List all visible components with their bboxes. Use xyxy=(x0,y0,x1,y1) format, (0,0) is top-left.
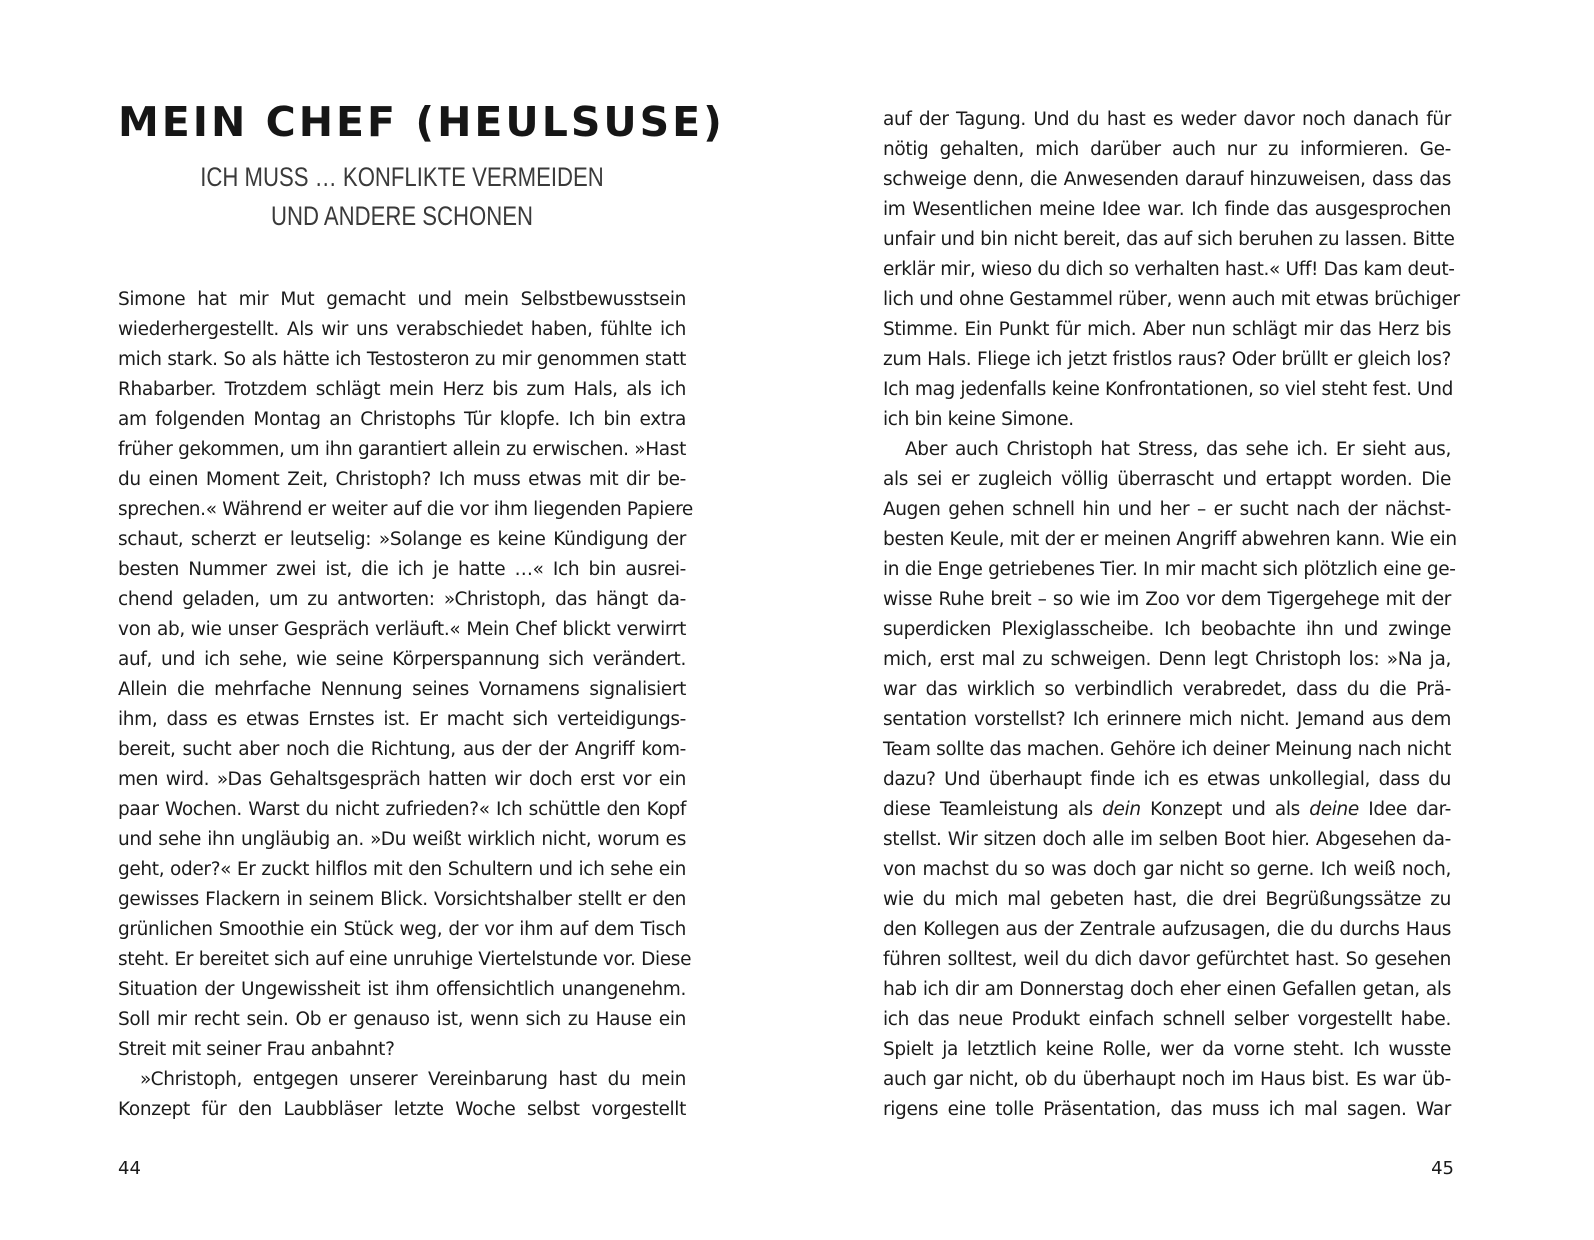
right-page xyxy=(797,0,1594,1240)
text-line: men wird. »Das Gehaltsgespräch hatten wir doch erst vor ein xyxy=(118,769,686,790)
text-line: besten Keule, mit der er meinen Angriff abwehren kann. Wie ein xyxy=(883,529,1457,550)
text-line: schweige denn, die Anwesenden darauf hinzuweisen, dass das xyxy=(883,169,1451,190)
text-line: in die Enge getriebenes Tier. In mir macht sich plötzlich eine ge- xyxy=(883,559,1456,580)
text-line: wie du mich mal gebeten hast, die drei Begrüßungssätze zu xyxy=(883,889,1451,910)
text-line: stellst. Wir sitzen doch alle im selben Boot hier. Abgesehen da- xyxy=(883,829,1451,850)
text-line: Team sollte das machen. Gehöre ich deiner Meinung nach nicht xyxy=(883,739,1451,760)
text-line: Spielt ja letztlich keine Rolle, wer da vorne steht. Ich wusste xyxy=(883,1039,1451,1060)
text-line: und sehe ihn ungläubig an. »Du weißt wirklich nicht, worum es xyxy=(118,829,686,850)
text-line: du einen Moment Zeit, Christoph? Ich muss etwas mit dir be- xyxy=(118,469,686,490)
text-line: Augen gehen schnell hin und her – er sucht nach der nächst- xyxy=(883,499,1451,520)
text-line: erklär mir, wieso du dich so verhalten hast.« Uff! Das kam deut- xyxy=(883,259,1455,280)
text-line: chend geladen, um zu antworten: »Christoph, das hängt da- xyxy=(118,589,686,610)
text-line: am folgenden Montag an Christophs Tür klopfe. Ich bin extra xyxy=(118,409,686,430)
text-line: lich und ohne Gestammel rüber, wenn auch mit etwas brüchiger xyxy=(883,289,1460,310)
text-line: auf, und ich sehe, wie seine Körperspannung sich verändert. xyxy=(118,649,686,670)
body-text-right xyxy=(883,105,1460,1125)
text-line: den Kollegen aus der Zentrale aufzusagen, die du durchs Haus xyxy=(883,919,1451,940)
text-line: hab ich dir am Donnerstag doch eher einen Gefallen getan, als xyxy=(883,979,1451,1000)
text-line: war das wirklich so verbindlich verabredet, dass du die Prä- xyxy=(883,679,1451,700)
text-line: von machst du so was doch gar nicht so gerne. Ich weiß noch, xyxy=(883,859,1451,880)
text-line: sentation vorstellst? Ich erinnere mich nicht. Jemand aus dem xyxy=(883,709,1451,730)
text-line: mich stark. So als hätte ich Testosteron zu mir genommen statt xyxy=(118,349,686,370)
text-line: führen solltest, weil du dich davor gefürchtet hast. So gesehen xyxy=(883,949,1451,970)
text-line: Ich mag jedenfalls keine Konfrontationen, so viel steht fest. Und xyxy=(883,379,1453,400)
text-line: unfair und bin nicht bereit, das auf sich beruhen zu lassen. Bitte xyxy=(883,229,1455,250)
text-line: rigens eine tolle Präsentation, das muss ich mal sagen. War xyxy=(883,1099,1451,1120)
text-fragment: Konzept und als xyxy=(1140,799,1310,820)
page-number-left: 44 xyxy=(118,1158,141,1179)
text-line: grünlichen Smoothie ein Stück weg, der vor ihm auf dem Tisch xyxy=(118,919,686,940)
text-line: geht, oder?« Er zuckt hilflos mit den Schultern und ich sehe ein xyxy=(118,859,686,880)
text-line: Situation der Ungewissheit ist ihm offensichtlich unangenehm. xyxy=(118,979,686,1000)
text-line: nötig gehalten, mich darüber auch nur zu informieren. Ge- xyxy=(883,139,1451,160)
text-line: Stimme. Ein Punkt für mich. Aber nun schlägt mir das Herz bis xyxy=(883,319,1451,340)
text-line: ich bin keine Simone. xyxy=(883,409,1074,430)
text-line: wisse Ruhe breit – so wie im Zoo vor dem Tigergehege mit der xyxy=(883,589,1451,610)
text-line: schaut, scherzt er leutselig: »Solange es keine Kündigung der xyxy=(118,529,686,550)
text-line: Rhabarber. Trotzdem schlägt mein Herz bis zum Hals, als ich xyxy=(118,379,686,400)
text-line: im Wesentlichen meine Idee war. Ich finde das ausgesprochen xyxy=(883,199,1451,220)
text-line: superdicken Plexiglasscheibe. Ich beobachte ihn und zwinge xyxy=(883,619,1451,640)
text-line: mich, erst mal zu schweigen. Denn legt Christoph los: »Na ja, xyxy=(883,649,1451,670)
text-line: Simone hat mir Mut gemacht und mein Selbstbewusstsein xyxy=(118,289,686,310)
text-line: früher gekommen, um ihn garantiert allein zu erwischen. »Hast xyxy=(118,439,686,460)
emphasis: dein xyxy=(1102,799,1141,820)
text-fragment: diese Teamleistung als xyxy=(883,799,1103,820)
text-line: steht. Er bereitet sich auf eine unruhige Viertelstunde vor. Diese xyxy=(118,949,692,970)
text-line: besten Nummer zwei ist, die ich je hatte …« Ich bin ausrei- xyxy=(118,559,686,580)
text-line: sprechen.« Während er weiter auf die vor ihm liegenden Papiere xyxy=(118,499,693,520)
emphasis: deine xyxy=(1309,799,1359,820)
body-text-left xyxy=(118,285,693,1125)
text-line: Allein die mehrfache Nennung seines Vornamens signalisiert xyxy=(118,679,686,700)
text-line: als sei er zugleich völlig überrascht und ertappt worden. Die xyxy=(883,469,1451,490)
text-line: Konzept für den Laubbläser letzte Woche selbst vorgestellt xyxy=(118,1099,686,1120)
chapter-subtitle xyxy=(169,158,635,236)
text-line: bereit, sucht aber noch die Richtung, aus der der Angriff kom- xyxy=(118,739,686,760)
text-line: wiederhergestellt. Als wir uns verabschiedet haben, fühlte ich xyxy=(118,319,686,340)
text-line: ich das neue Produkt einfach schnell selber vorgestellt habe. xyxy=(883,1009,1451,1030)
text-line: Streit mit seiner Frau anbahnt? xyxy=(118,1039,395,1060)
text-line: »Christoph, entgegen unserer Vereinbarung hast du mein xyxy=(140,1069,686,1090)
text-line-with-emphasis xyxy=(883,795,1451,825)
text-line: dazu? Und überhaupt finde ich es etwas unkollegial, dass du xyxy=(883,769,1451,790)
page-number-right: 45 xyxy=(1431,1158,1454,1179)
text-line: zum Hals. Fliege ich jetzt fristlos raus? Oder brüllt er gleich los? xyxy=(883,349,1451,370)
text-line: Aber auch Christoph hat Stress, das sehe ich. Er sieht aus, xyxy=(905,439,1451,460)
text-line: auf der Tagung. Und du hast es weder davor noch danach für xyxy=(883,109,1451,130)
text-line: ihm, dass es etwas Ernstes ist. Er macht sich verteidigungs- xyxy=(118,709,686,730)
text-line: paar Wochen. Warst du nicht zufrieden?« Ich schüttle den Kopf xyxy=(118,799,686,820)
text-line: Soll mir recht sein. Ob er genauso ist, wenn sich zu Hause ein xyxy=(118,1009,686,1030)
text-line: gewisses Flackern in seinem Blick. Vorsichtshalber stellt er den xyxy=(118,889,686,910)
subtitle-line: UND ANDERE SCHONEN xyxy=(270,201,534,231)
text-line: auch gar nicht, ob du überhaupt noch im Haus bist. Es war üb- xyxy=(883,1069,1451,1090)
chapter-title: MEIN CHEF (HEULSUSE) xyxy=(118,98,725,146)
subtitle-line: ICH MUSS … KONFLIKTE VERMEIDEN xyxy=(200,162,604,192)
text-fragment: Idee dar- xyxy=(1358,799,1451,820)
text-line: von ab, wie unser Gespräch verläuft.« Mein Chef blickt verwirrt xyxy=(118,619,686,640)
